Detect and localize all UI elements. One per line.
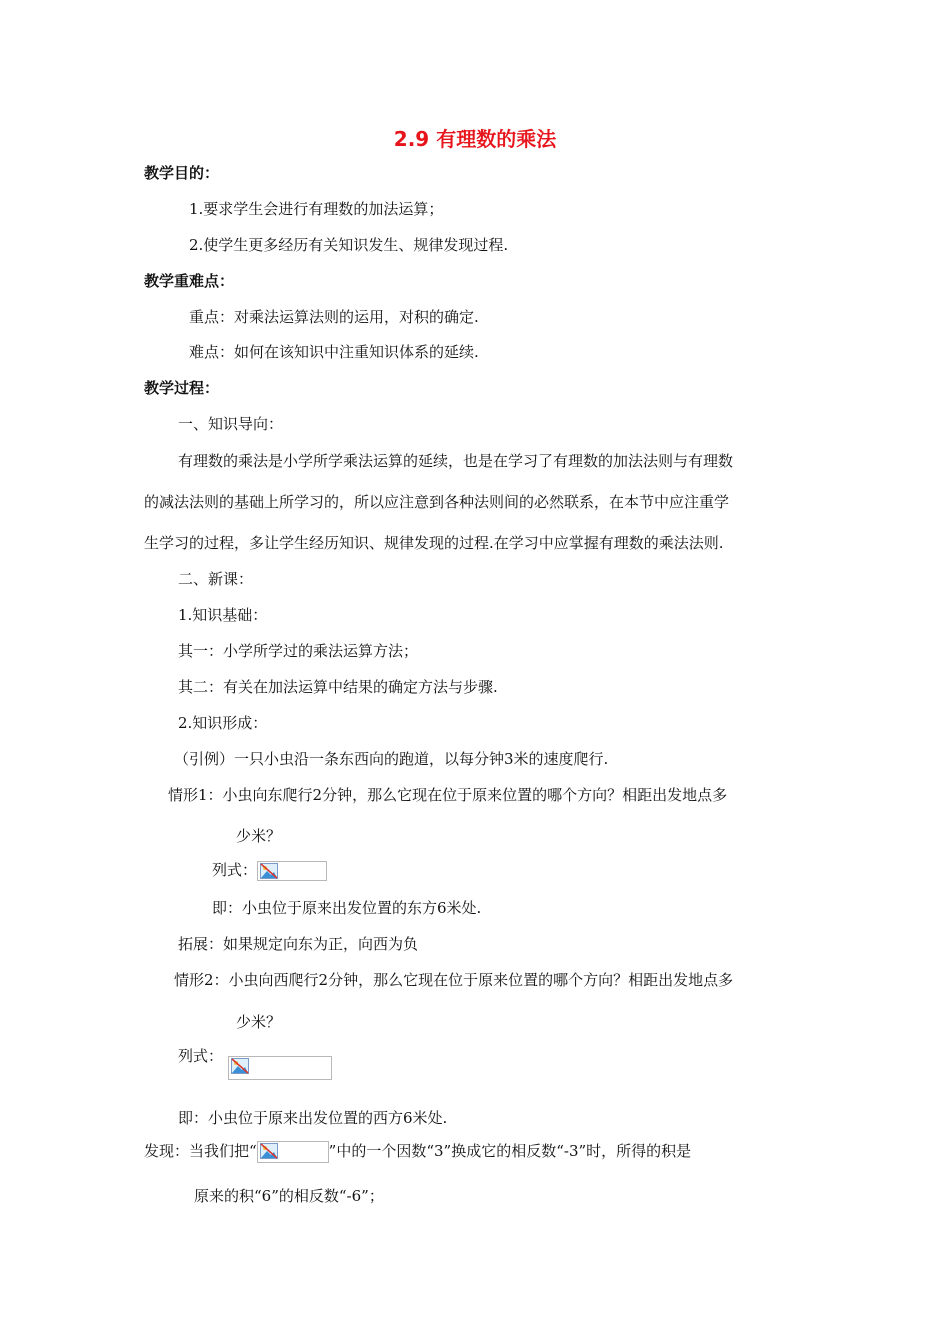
formula-row-2 <box>228 1056 332 1080</box>
intro-line-3: 生学习的过程，多让学生经历知识、规律发现的过程.在学习中应掌握有理数的乘法法则. <box>144 534 724 552</box>
broken-image-icon <box>260 1143 278 1159</box>
objectives-heading: 教学目的： <box>144 164 220 182</box>
key-points-heading: 教学重难点： <box>144 272 235 290</box>
formula-row-1 <box>212 860 327 881</box>
objective-item-1: 1.要求学生会进行有理数的加法运算； <box>189 200 444 218</box>
focus-point: 重点：对乘法运算法则的运用，对积的确定. <box>189 308 479 326</box>
objective-item-2: 2.使学生更多经历有关知识发生、规律发现过程. <box>189 236 509 254</box>
intro-line-2: 的减法法则的基础上所学习的，所以应注意到各种法则间的必然联系，在本节中应注重学 <box>144 493 730 511</box>
discovery-line-1 <box>144 1141 691 1163</box>
formula-label-2: 列式： <box>178 1047 224 1065</box>
new-lesson-heading: 二、新课： <box>178 570 254 588</box>
broken-image-icon <box>260 863 278 879</box>
intro-line-1: 有理数的乘法是小学所学乘法运算的延续，也是在学习了有理数的加法法则与有理数 <box>178 452 734 470</box>
case1-line-1: 情形1：小虫向东爬行2分钟，那么它现在位于原来位置的哪个方向？相距出发地点多 <box>168 786 728 804</box>
discovery-suffix: ”中的一个因数“3”换成它的相反数“-3”时，所得的积是 <box>328 1142 692 1160</box>
formula-image-placeholder <box>257 861 327 881</box>
page-title: 2.9 有理数的乘法 <box>393 127 557 151</box>
case1-line-2: 少米？ <box>236 827 282 845</box>
process-heading: 教学过程： <box>144 379 220 397</box>
case2-answer: 即：小虫位于原来出发位置的西方6米处. <box>178 1109 448 1127</box>
broken-image-icon <box>231 1058 249 1074</box>
basis-item-1: 其一：小学所学过的乘法运算方法； <box>178 642 419 660</box>
discovery-image-placeholder <box>257 1141 329 1163</box>
extension-text: 拓展：如果规定向东为正，向西为负 <box>178 935 419 953</box>
discovery-line-2: 原来的积“6”的相反数“-6”； <box>194 1187 384 1205</box>
formula-image-placeholder-2 <box>228 1056 332 1080</box>
intro-heading: 一、知识导向： <box>178 415 284 433</box>
basis-item-2: 其二：有关在加法运算中结果的确定方法与步骤. <box>178 678 498 696</box>
discovery-prefix: 发现：当我们把“ <box>144 1142 257 1160</box>
basis-heading: 1.知识基础： <box>178 606 268 624</box>
case1-answer: 即：小虫位于原来出发位置的东方6米处. <box>212 899 482 917</box>
formation-heading: 2.知识形成： <box>178 714 268 732</box>
example-text: （引例）一只小虫沿一条东西向的跑道，以每分钟3米的速度爬行. <box>174 750 609 768</box>
case2-line-2: 少米？ <box>236 1013 282 1031</box>
formula-label: 列式： <box>212 861 258 879</box>
case2-line-1: 情形2：小虫向西爬行2分钟，那么它现在位于原来位置的哪个方向？相距出发地点多 <box>174 971 734 989</box>
difficulty-point: 难点：如何在该知识中注重知识体系的延续. <box>189 343 479 361</box>
